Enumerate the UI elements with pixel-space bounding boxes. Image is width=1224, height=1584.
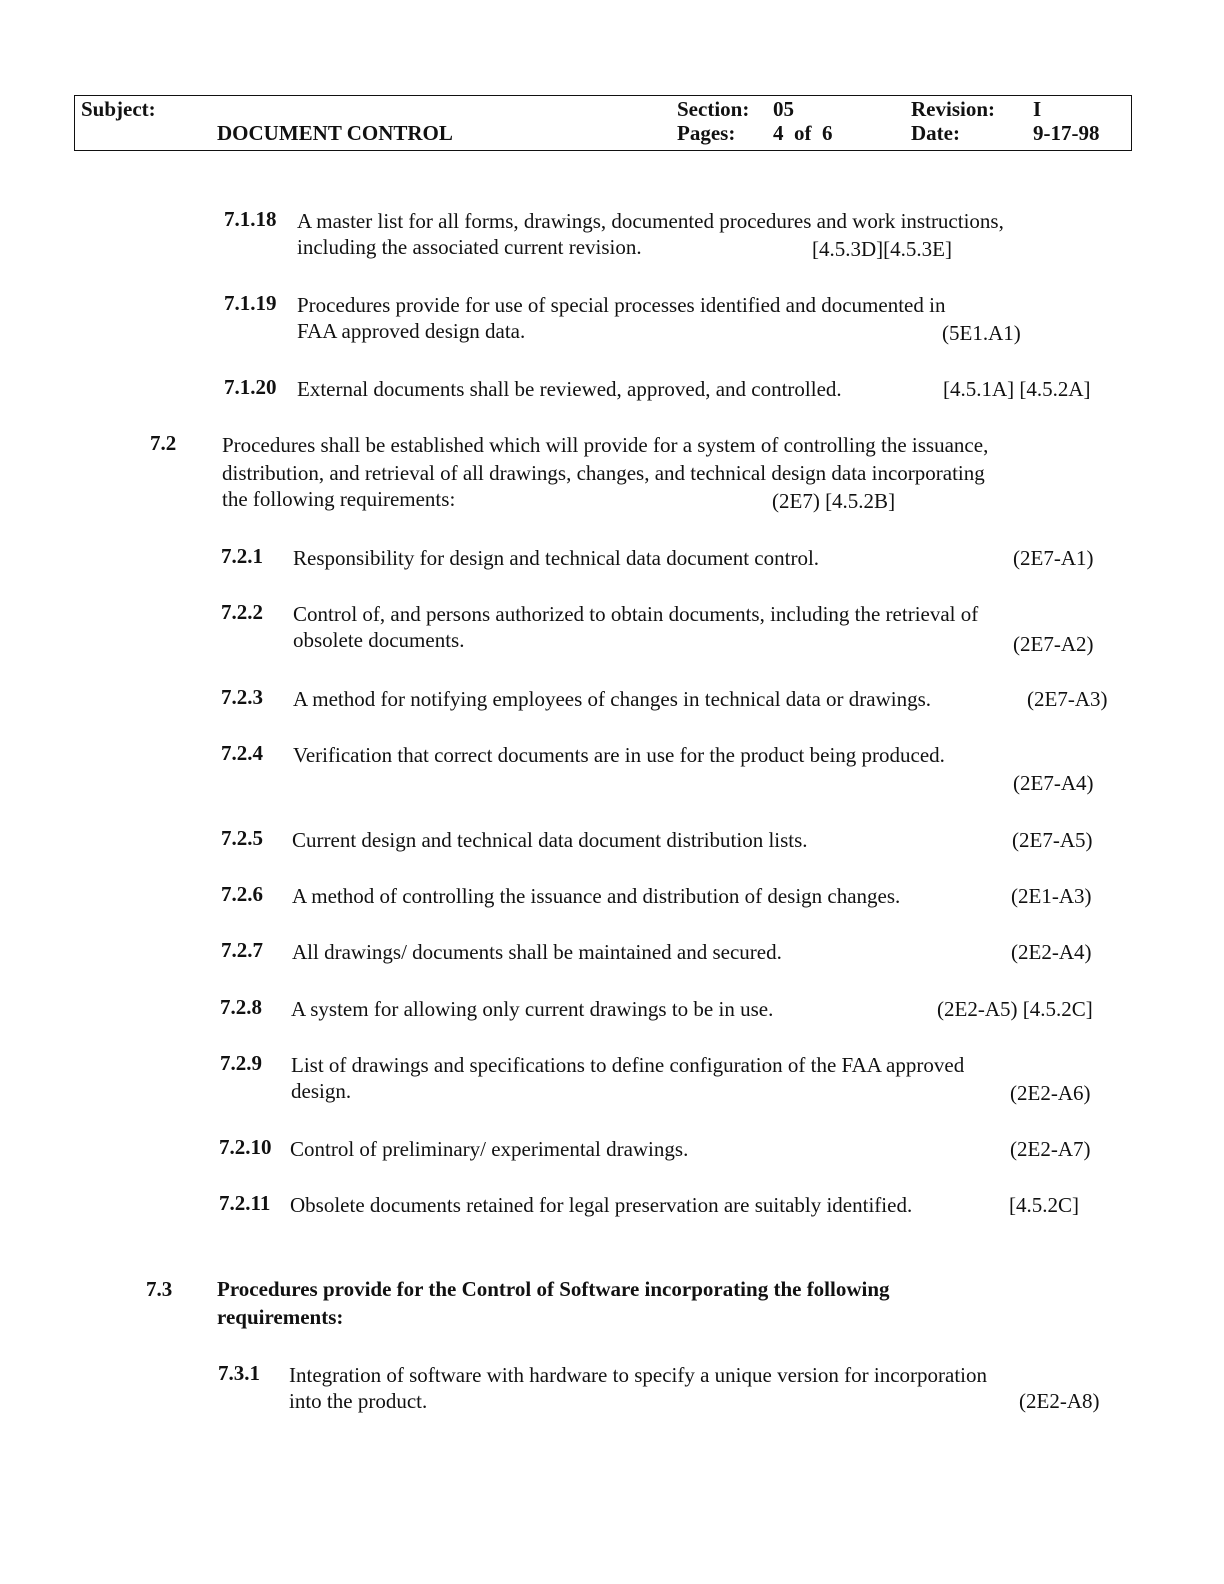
item-number: 7.2.6 — [221, 882, 263, 906]
item-text-line: Procedures shall be established which will provide for a system of controlling the issuance, — [222, 433, 989, 457]
item-reference: (2E7-A2) — [1013, 632, 1094, 656]
item-number: 7.2.7 — [221, 938, 263, 962]
item-number: 7.2.2 — [221, 600, 263, 624]
item-text-line: into the product. — [289, 1389, 428, 1413]
date-label: Date: — [911, 121, 960, 145]
item-reference: (2E7-A1) — [1013, 546, 1094, 570]
item-number: 7.2.4 — [221, 741, 263, 765]
item-text-line: Control of preliminary/ experimental drawings. — [290, 1137, 689, 1161]
item-number: 7.1.19 — [224, 291, 277, 315]
item-number: 7.1.18 — [224, 207, 277, 231]
item-text-line: Obsolete documents retained for legal preservation are suitably identified. — [290, 1193, 913, 1217]
item-number: 7.2.3 — [221, 685, 263, 709]
item-reference: [4.5.1A] [4.5.2A] — [943, 377, 1091, 401]
item-text-line: distribution, and retrieval of all drawings, changes, and technical design data incorporating — [222, 461, 985, 485]
section-value: 05 — [773, 97, 794, 121]
item-text-line: including the associated current revision. — [297, 235, 642, 259]
item-text-line: External documents shall be reviewed, approved, and controlled. — [297, 377, 842, 401]
item-text-line: A master list for all forms, drawings, documented procedures and work instructions, — [297, 209, 1004, 233]
item-text-line: Responsibility for design and technical data document control. — [293, 546, 820, 570]
item-text-line: Verification that correct documents are in use for the product being produced. — [293, 743, 945, 767]
item-reference: (2E2-A5) [4.5.2C] — [937, 997, 1093, 1021]
pages-label: Pages: — [677, 121, 736, 145]
item-number: 7.3 — [146, 1277, 173, 1301]
item-reference: [4.5.2C] — [1009, 1193, 1079, 1217]
item-text-line: the following requirements: — [222, 487, 456, 511]
item-number: 7.2.10 — [219, 1135, 272, 1159]
item-reference: (2E7-A4) — [1013, 771, 1094, 795]
item-number: 7.2.11 — [219, 1191, 271, 1215]
subject-value: DOCUMENT CONTROL — [217, 121, 453, 145]
revision-label: Revision: — [911, 97, 995, 121]
item-number: 7.2 — [150, 431, 177, 455]
item-reference: (2E7-A5) — [1012, 828, 1093, 852]
item-reference: (2E7-A3) — [1027, 687, 1108, 711]
item-text-line: Integration of software with hardware to specify a unique version for incorporation — [289, 1363, 988, 1387]
item-reference: (2E2-A7) — [1010, 1137, 1091, 1161]
item-reference: (2E2-A6) — [1010, 1081, 1091, 1105]
item-text-line: design. — [291, 1079, 352, 1103]
item-reference: (2E2-A8) — [1019, 1389, 1100, 1413]
item-text-line: obsolete documents. — [293, 628, 465, 652]
document-header — [74, 95, 1132, 151]
item-text-line: Current design and technical data document distribution lists. — [292, 828, 808, 852]
item-reference: (2E7) [4.5.2B] — [772, 489, 896, 513]
item-text-line: A method of controlling the issuance and distribution of design changes. — [292, 884, 901, 908]
item-reference: [4.5.3D][4.5.3E] — [812, 237, 952, 261]
item-text-line: A system for allowing only current drawings to be in use. — [291, 997, 774, 1021]
item-text-line: A method for notifying employees of changes in technical data or drawings. — [293, 687, 931, 711]
item-text-line: List of drawings and specifications to define configuration of the FAA approved — [291, 1053, 965, 1077]
item-number: 7.2.9 — [220, 1051, 262, 1075]
item-text-line: FAA approved design data. — [297, 319, 526, 343]
section-label: Section: — [677, 97, 750, 121]
item-reference: (2E2-A4) — [1011, 940, 1092, 964]
item-number: 7.2.8 — [220, 995, 262, 1019]
item-text-line: All drawings/ documents shall be maintained and secured. — [292, 940, 782, 964]
item-reference: (5E1.A1) — [942, 321, 1021, 345]
item-number: 7.3.1 — [218, 1361, 260, 1385]
item-text-line: Procedures provide for the Control of Software incorporating the following — [217, 1277, 890, 1301]
date-value: 9-17-98 — [1033, 121, 1100, 145]
item-number: 7.1.20 — [224, 375, 277, 399]
item-text-line: requirements: — [217, 1305, 344, 1329]
pages-value: 4 of 6 — [773, 121, 833, 145]
item-text-line: Procedures provide for use of special processes identified and documented in — [297, 293, 946, 317]
item-reference: (2E1-A3) — [1011, 884, 1092, 908]
subject-label: Subject: — [81, 97, 156, 121]
item-number: 7.2.1 — [221, 544, 263, 568]
item-number: 7.2.5 — [221, 826, 263, 850]
item-text-line: Control of, and persons authorized to obtain documents, including the retrieval of — [293, 602, 979, 626]
revision-value: I — [1033, 97, 1042, 121]
